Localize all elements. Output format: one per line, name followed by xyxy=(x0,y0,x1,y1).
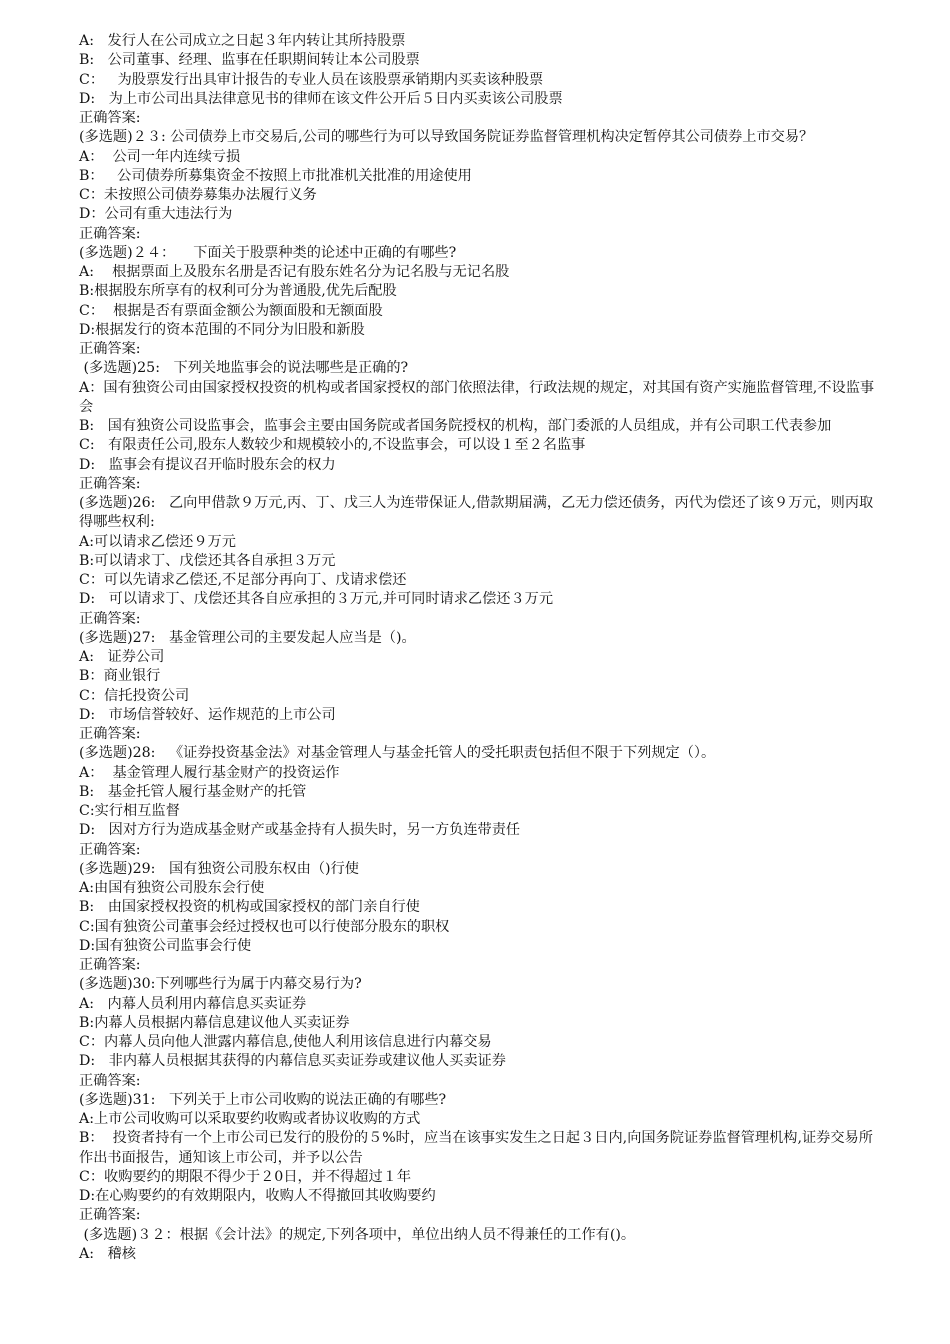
text-line: C： 为股票发行出具审计报告的专业人员在该股票承销期内买卖该种股票 xyxy=(79,71,544,88)
text-line: D: 监事会有提议召开临时股东会的权力 xyxy=(79,456,336,473)
text-line: D：公司有重大违法行为 xyxy=(79,206,233,223)
text-line: D: 可以请求丁、戊偿还其各自应承担的３万元,并可同时请求乙偿还３万元 xyxy=(79,591,554,608)
text-line: B: 基金托管人履行基金财产的托管 xyxy=(79,783,307,800)
text-line: (多选题)27: 基金管理公司的主要发起人应当是（)。 xyxy=(79,629,416,646)
text-line: A: 根据票面上及股东名册是否记有股东姓名分为记名股与无记名股 xyxy=(79,264,510,280)
text-line: 正确答案: xyxy=(79,726,141,742)
text-line: 正确答案: xyxy=(79,841,141,858)
text-line: C：收购要约的期限不得少于２0日，并不得超过１年 xyxy=(79,1168,412,1185)
text-line: B： 投资者持有一个上市公司已发行的股份的５%时，应当在该事实发生之日起３日内,向国务院证券监督管理机构,证券交易所作出书面报告，通知该上市公司，并予以公告 xyxy=(79,1130,873,1166)
text-line: C：内幕人员向他人泄露内幕信息,使他人利用该信息进行内幕交易 xyxy=(79,1034,492,1050)
text-line: (多选题)31: 下列关于上市公司收购的说法正确的有哪些? xyxy=(79,1091,447,1108)
text-line: 正确答案: xyxy=(79,957,141,973)
text-line: (多选题)26: 乙向甲借款９万元,丙、丁、戊三人为连带保证人,借款期届满，乙无力偿还债务，丙代为偿还了该９万元，则丙取得哪些权利: xyxy=(79,495,874,531)
text-line: 正确答案: xyxy=(79,1207,141,1224)
text-line: B: 国有独资公司设监事会，监事会主要由国务院或者国务院授权的机构，部门委派的人员组成，并有公司职工代表参加 xyxy=(79,418,832,434)
text-line: D:国有独资公司监事会行使 xyxy=(79,937,252,954)
text-line: D:在心购要约的有效期限内，收购人不得撤回其收购要约 xyxy=(79,1188,436,1204)
text-line: C： 根据是否有票面金额公为额面股和无额面股 xyxy=(79,302,383,319)
text-line: B： 公司债券所募集资金不按照上市批准机关批准的用途使用 xyxy=(79,167,472,184)
text-line: (多选题)30:下列哪些行为属于内幕交易行为? xyxy=(79,976,362,993)
text-line: A: 内幕人员利用内幕信息买卖证券 xyxy=(79,995,307,1012)
text-line: D: 非内幕人员根据其获得的内幕信息买卖证券或建议他人买卖证券 xyxy=(79,1053,506,1070)
text-line: A:上市公司收购可以采取要约收购或者协议收购的方式 xyxy=(79,1111,421,1127)
text-line: A： 基金管理人履行基金财产的投资运作 xyxy=(79,764,340,781)
text-line: B：商业银行 xyxy=(79,668,161,685)
text-line: C：未按照公司债券募集办法履行义务 xyxy=(79,187,317,203)
text-line: B:可以请求丁、戊偿还其各自承担３万元 xyxy=(79,552,336,569)
text-line: A：国有独资公司由国家授权投资的机构或者国家授权的部门依照法律，行政法规的规定，对其国有资产实施监督管理,不设监事会 xyxy=(79,379,875,415)
text-line: B:根据股东所享有的权利可分为普通股,优先后配股 xyxy=(79,283,397,300)
text-line: 正确答案: xyxy=(79,1072,141,1089)
text-line: C: 有限责任公司,股东人数较少和规模较小的,不设监事会，可以设１至２名监事 xyxy=(79,437,586,454)
text-line: D: 为上市公司出具法律意见书的律师在该文件公开后５日内买卖该公司股票 xyxy=(79,90,563,107)
text-line: 正确答案: xyxy=(79,110,141,126)
text-line: B: 由国家授权投资的机构或国家授权的部门亲自行使 xyxy=(79,899,420,916)
text-line: 正确答案: xyxy=(79,341,141,357)
text-line: 正确答案: xyxy=(79,475,141,492)
text-line: B:内幕人员根据内幕信息建议他人买卖证券 xyxy=(79,1014,350,1031)
text-line: (多选题)３２：根据《会计法》的规定,下列各项中，单位出纳人员不得兼任的工作有()。 xyxy=(79,1226,636,1243)
text-line: A: 稽核 xyxy=(79,1245,136,1262)
text-line: 正确答案: xyxy=(79,610,141,627)
text-line: C:国有独资公司董事会经过授权也可以行使部分股东的职权 xyxy=(79,918,450,935)
text-line: (多选题)28: 《证券投资基金法》对基金管理人与基金托管人的受托职责包括但不限于下列规定（）。 xyxy=(79,745,716,762)
text-line: A： 公司一年内连续亏损 xyxy=(79,148,241,165)
text-line: (多选题)25: 下列关地监事会的说法哪些是正确的? xyxy=(79,360,409,377)
text-line: B: 公司董事、经理、监事在任职期间转让本公司股票 xyxy=(79,52,420,69)
text-line: (多选题)２３: 公司债券上市交易后,公司的哪些行为可以导致国务院证券监督管理机构决定暂停其公司债券上市交易？ xyxy=(79,129,814,146)
text-line: C：可以先请求乙偿还,不足部分再向丁、戊请求偿还 xyxy=(79,572,407,588)
text-line: (多选题)２４： 下面关于股票种类的论述中正确的有哪些? xyxy=(79,244,457,261)
text-line: A:可以请求乙偿还９万元 xyxy=(79,533,236,550)
text-line: A: 发行人在公司成立之日起３年内转让其所持股票 xyxy=(79,33,406,49)
text-line: C:实行相互监督 xyxy=(79,803,180,819)
document-page xyxy=(79,32,879,1264)
text-line: D:根据发行的资本范围的不同分为旧股和新股 xyxy=(79,321,365,338)
text-line: A: 证券公司 xyxy=(79,649,165,665)
text-line: D: 因对方行为造成基金财产或基金持有人损失时，另一方负连带责任 xyxy=(79,822,521,839)
text-line: C：信托投资公司 xyxy=(79,687,190,704)
text-line: D: 市场信誉较好、运作规范的上市公司 xyxy=(79,706,336,723)
text-line: A:由国有独资公司股东会行使 xyxy=(79,880,265,896)
text-line: (多选题)29: 国有独资公司股东权由（)行使 xyxy=(79,860,359,877)
text-line: 正确答案: xyxy=(79,225,141,242)
